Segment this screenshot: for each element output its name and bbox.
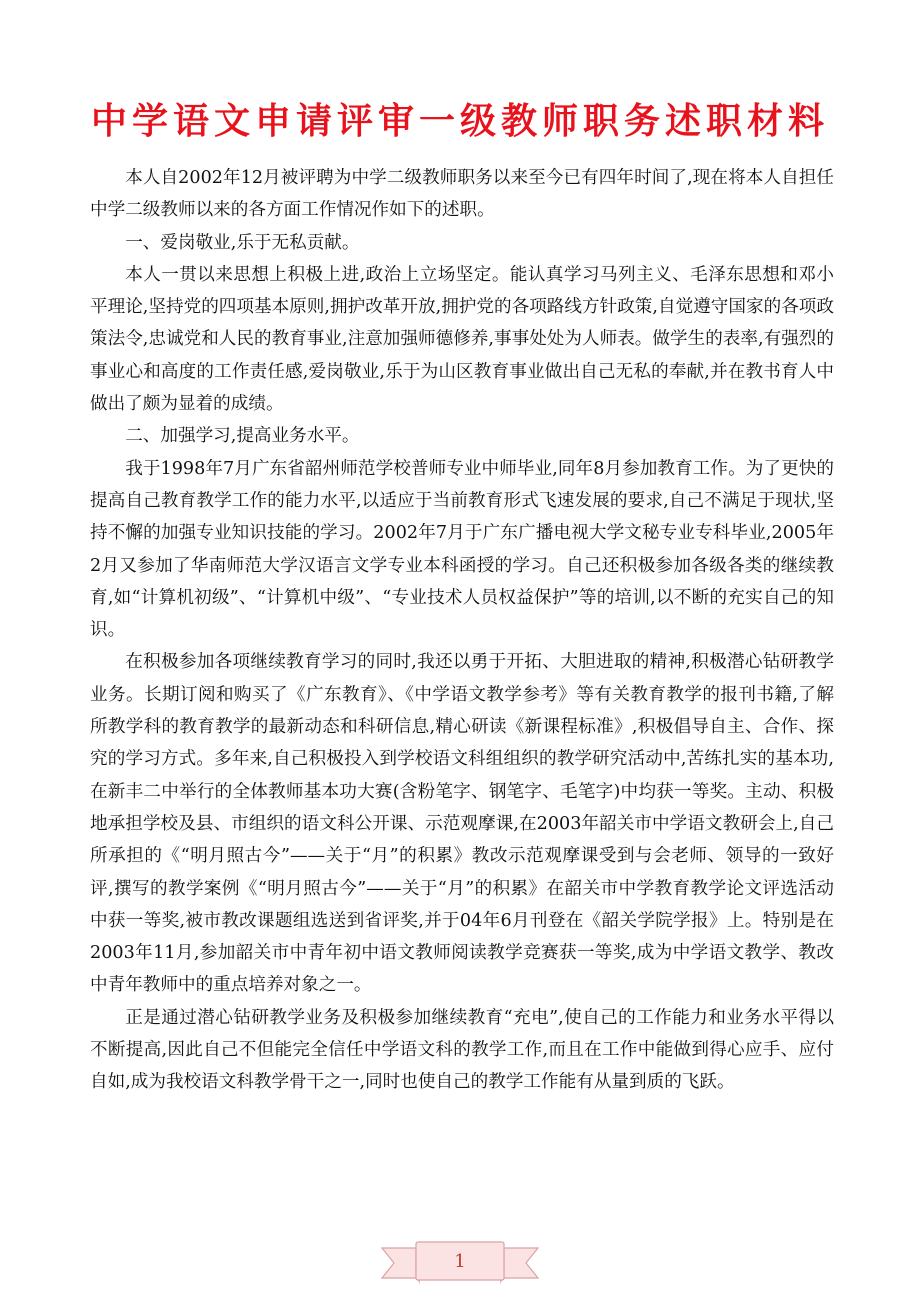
paragraph-section-1: 本人一贯以来思想上积极上进,政治上立场坚定。能认真学习马列主义、毛泽东思想和邓小平理论,坚持党的四项基本原则,拥护改革开放,拥护党的各项路线方针政策,自觉遵守国家的各项政策法令,忠诚党和人民的教育事业,注意加强师德修养,事事处处为人师表。做学生的表率,有强烈的事业心和高度的工作责任感,爱岗敬业,乐于为山区教育事业做出自己无私的奉献,并在教书育人中做出了颇为显着的成绩。 xyxy=(90,264,834,415)
paragraph-section-2a: 我于1998年7月广东省韶州师范学校普师专业中师毕业,同年8月参加教育工作。为了更快的提高自己教育教学工作的能力水平,以适应于当前教育形式飞速发展的要求,自己不满足于现状,坚持不懈的加强专业知识技能的学习。2002年7月于广东广播电视大学文秘专业专科毕业,2005年2月又参加了华南师范大学汉语言文学专业本科函授的学习。自己还积极参加各级各类的继续教育,如“计算机初级”、“计算机中级”、“专业技术人员权益保护”等的培训,以不断的充实自己的知识。 xyxy=(90,458,834,641)
document-title: 中学语文申请评审一级教师职务述职材料 xyxy=(90,101,829,142)
page-number-banner xyxy=(380,1238,540,1286)
section-heading-1: 一、爱岗敬业,乐于无私贡献。 xyxy=(125,232,360,253)
paragraph-section-2c: 正是通过潜心钻研教学业务及积极参加继续教育“充电”,使自己的工作能力和业务水平得以不断提高,因此自己不但能完全信任中学语文科的教学工作,而且在工作中能做到得心应手、应付自如,成为我校语文科教学骨干之一,同时也使自己的教学工作能有从量到质的飞跃。 xyxy=(90,1007,834,1093)
page-number: 1 xyxy=(454,1251,466,1272)
paragraph-section-2b: 在积极参加各项继续教育学习的同时,我还以勇于开拓、大胆进取的精神,积极潜心钻研教学业务。长期订阅和购买了《广东教育》、《中学语文教学参考》等有关教育教学的报刊书籍,了解所教学科的教育教学的最新动态和科研信息,精心研读《新课程标准》,积极倡导自主、合作、探究的学习方式。多年来,自己积极投入到学校语文科组组织的教学研究活动中,苦练扎实的基本功,在新丰二中举行的全体教师基本功大赛(含粉笔字、钢笔字、毛笔字)中均获一等奖。主动、积极地承担学校及县、市组织的语文科公开课、示范观摩课,在2003年韶关市中学语文教研会上,自己所承担的《“明月照古今”——关于“月”的积累》教改示范观摩课受到与会老师、领导的一致好评,撰写的教学案例《“明月照古今”——关于“月”的积累》在韶关市中学教育教学论文评选活动中获一等奖,被市教改课题组选送到省评奖,并于04年6月刊登在《韶关学院学报》上。特别是在2003年11月,参加韶关市中青年初中语文教师阅读教学竞赛获一等奖,成为中学语文教学、教改中青年教师中的重点培养对象之一。 xyxy=(90,652,834,996)
document-body xyxy=(90,162,834,1099)
paragraph-intro: 本人自2002年12月被评聘为中学二级教师职务以来至今已有四年时间了,现在将本人自担任中学二级教师以来的各方面工作情况作如下的述职。 xyxy=(90,168,834,221)
section-heading-2: 二、加强学习,提高业务水平。 xyxy=(125,426,360,447)
